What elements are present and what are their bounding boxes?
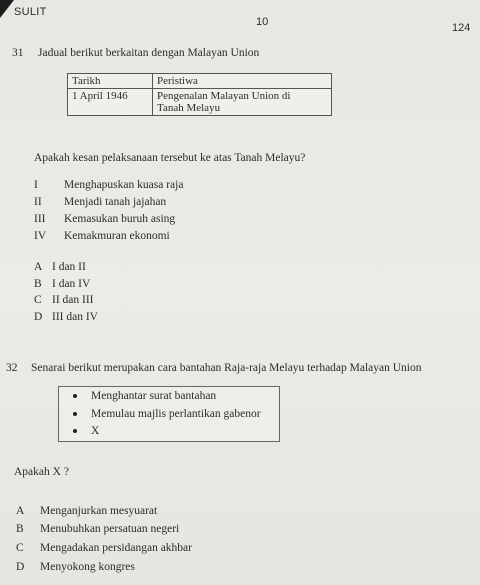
page-corner-mark [0,0,14,18]
header-classification: SULIT [14,6,47,18]
q32-list-item-text: Menghantar surat bantahan [91,390,217,402]
q32-option-d[interactable] [16,561,135,573]
q31-option-text: III dan IV [52,311,98,323]
q32-question: Apakah X ? [14,466,69,478]
q32-list-item-text: Memulau majlis perlantikan gabenor [91,408,261,420]
q31-option-letter: B [34,278,42,290]
q31-option-letter: C [34,294,42,306]
q31-question: Apakah kesan pelaksanaan tersebut ke atas Tanah Melayu? [34,152,306,164]
q31-option-c[interactable] [34,294,94,306]
q32-list-item [73,408,261,420]
q31-statement [34,213,175,225]
header-page-number: 10 [256,16,269,28]
q32-option-text: Mengadakan persidangan akhbar [40,542,192,554]
q31-table-cell-event-line2: Tanah Melayu [157,102,221,114]
q32-option-letter: D [16,561,25,573]
q31-statement-num: I [34,179,38,191]
q31-statement-num: IV [34,230,47,242]
q31-statement [34,230,170,242]
q32-option-a[interactable] [16,505,157,517]
q31-statement-text: Kemasukan buruh asing [64,213,176,225]
q31-option-b[interactable] [34,278,90,290]
q31-prompt: Jadual berikut berkaitan dengan Malayan Union [38,47,260,59]
q31-number: 31 [12,47,24,59]
q31-statement-num: II [34,196,42,208]
q31-statement-text: Menghapuskan kuasa raja [64,179,184,191]
bullet-icon [73,429,77,433]
header-paper-code: 124 [452,22,471,34]
q31-statement-num: III [34,213,46,225]
q32-list-item-text: X [91,425,100,437]
q31-option-a[interactable] [34,261,86,273]
q31-statement [34,196,166,208]
q31-table [67,73,332,116]
q31-option-text: I dan II [52,261,86,273]
q31-table-cell-date: 1 April 1946 [68,89,153,116]
q32-option-c[interactable] [16,542,192,554]
q31-statement-text: Menjadi tanah jajahan [64,196,167,208]
q31-statement-text: Kemakmuran ekonomi [64,230,170,242]
q31-table-row [68,89,332,116]
q31-statement [34,179,183,191]
q32-option-letter: B [16,523,24,535]
q32-list-box [58,386,280,442]
bullet-icon [73,412,77,416]
q32-prompt: Senarai berikut merupakan cara bantahan Raja-raja Melayu terhadap Malayan Union [31,362,422,374]
bullet-icon [73,394,77,398]
q31-table-header-date: Tarikh [68,74,153,89]
q31-option-text: I dan IV [52,278,91,290]
q31-option-letter: A [34,261,43,273]
q31-option-letter: D [34,311,43,323]
q32-number: 32 [6,362,18,374]
q31-table-cell-event [153,89,332,116]
q31-table-cell-event-line1: Pengenalan Malayan Union di [157,90,291,102]
q31-table-header-event: Peristiwa [153,74,332,89]
q32-option-text: Menyokong kongres [40,561,135,573]
q32-option-letter: C [16,542,24,554]
q32-option-b[interactable] [16,523,179,535]
q31-option-text: II dan III [52,294,94,306]
q32-list-item [73,425,99,437]
q32-option-text: Menganjurkan mesyuarat [40,505,158,517]
q32-list-item [73,390,216,402]
q32-option-letter: A [16,505,25,517]
q31-option-d[interactable] [34,311,98,323]
q31-table-header-row [68,74,332,89]
q32-option-text: Menubuhkan persatuan negeri [40,523,180,535]
